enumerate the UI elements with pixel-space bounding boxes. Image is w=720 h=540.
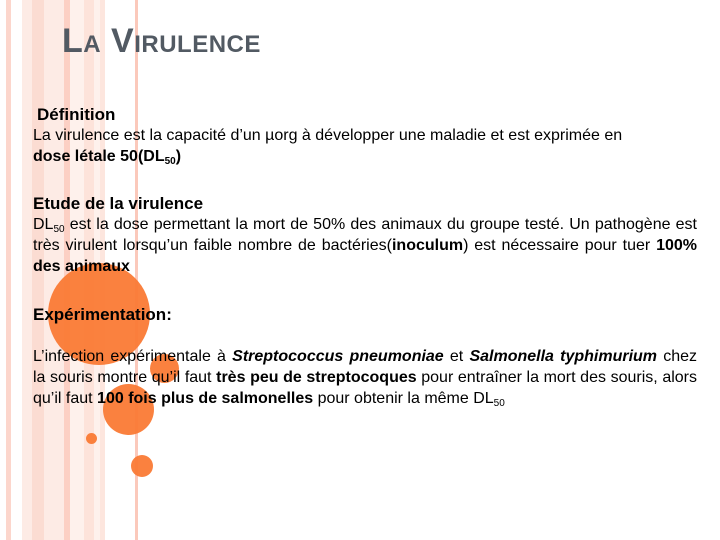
bold-text: 100 fois plus de salmonelles xyxy=(97,390,314,407)
subscript: 50 xyxy=(53,224,65,235)
bold-text: très peu de streptocoques xyxy=(216,369,417,386)
text: pour obtenir la même DL xyxy=(313,390,494,407)
text: pour entraîner la mort des souris, alors qu’il faut xyxy=(33,369,697,407)
species-name: Salmonella typhimurium xyxy=(469,348,658,365)
etude-section xyxy=(33,193,697,277)
text: La virulence est la capacité d’un µorg à développer une maladie et est exprimée en xyxy=(33,127,623,144)
text: L’infection expérimentale à xyxy=(33,348,233,365)
etude-heading: Etude de la virulence xyxy=(33,194,204,213)
definition-text xyxy=(33,125,697,167)
text: et xyxy=(443,348,470,365)
bold-text: inoculum xyxy=(391,237,464,254)
bold-text: dose létale 50(DL xyxy=(33,148,165,165)
text: est la dose permettant la mort de 50% des animaux du groupe testé. Un pathogène est très virulent lorsqu’un faible nombre de bactéries( xyxy=(33,216,697,254)
definition-section xyxy=(33,104,697,167)
definition-heading: Définition xyxy=(37,105,116,124)
experimentation-text xyxy=(33,346,697,409)
text: ) est nécessaire pour tuer xyxy=(463,237,657,254)
text: ) xyxy=(175,148,182,165)
species-name: Streptococcus pneumoniae xyxy=(232,348,444,365)
slide-title: La Virulence xyxy=(62,22,261,60)
experimentation-heading: Expérimentation: xyxy=(33,305,172,324)
experimentation-section xyxy=(33,304,697,409)
bold-text: 100% des animaux xyxy=(33,237,697,275)
text: DL xyxy=(33,216,54,233)
stripe xyxy=(6,0,11,540)
subscript: 50 xyxy=(164,156,176,167)
circle xyxy=(86,433,97,444)
circle xyxy=(131,455,153,477)
etude-text xyxy=(33,214,697,277)
subscript: 50 xyxy=(493,398,505,409)
text: chez la souris montre qu’il faut xyxy=(33,348,698,386)
